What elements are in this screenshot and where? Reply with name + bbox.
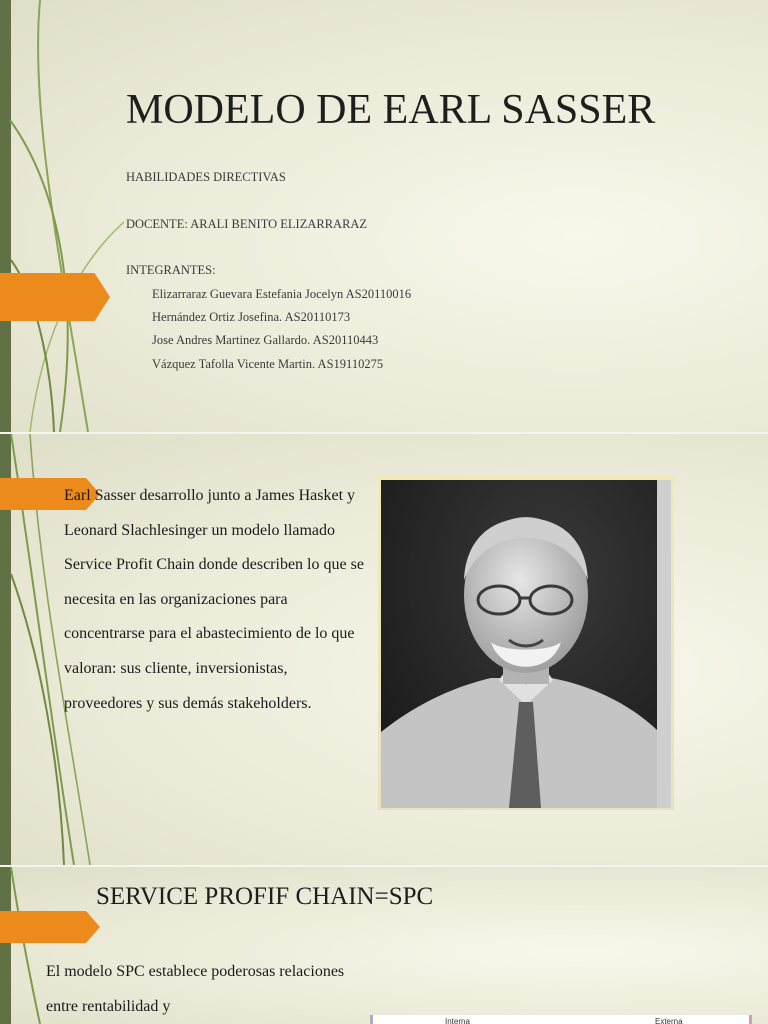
teacher-name: DOCENTE: ARALI BENITO ELIZARRARAZ — [126, 217, 368, 231]
left-green-bar — [0, 0, 11, 432]
slide-spc — [0, 867, 768, 1024]
member-item: Jose Andres Martinez Gallardo. AS20110443 — [152, 333, 379, 347]
member-item: Hernández Ortiz Josefina. AS20110173 — [152, 310, 351, 324]
members-label: INTEGRANTES: — [126, 263, 216, 277]
orange-arrow-marker — [0, 273, 110, 321]
diagram-label-internal: Interna — [445, 1017, 470, 1024]
portrait-photo — [378, 476, 674, 810]
slide-title — [0, 0, 768, 432]
slide-earl-sasser — [0, 434, 768, 865]
spc-diagram — [370, 1015, 752, 1024]
portrait-photo-icon — [381, 480, 671, 808]
member-item: Vázquez Tafolla Vicente Martin. AS19110275 — [152, 357, 384, 371]
sasser-description: Earl Sasser desarrollo junto a James Hasket y Leonard Slachlesinger un modelo llamado Service Profit Chain donde describen lo que se necesita en las organizaciones para concentrarse para el abastecimiento de lo que valoran: sus cliente, inversionistas, proveedores y sus demás stakeholders. — [64, 487, 364, 712]
slide-title-heading: MODELO DE EARL SASSER — [126, 87, 656, 133]
diagram-label-external: Externa — [655, 1017, 683, 1024]
spc-heading: SERVICE PROFIF CHAIN=SPC — [96, 883, 434, 910]
orange-arrow-marker — [0, 911, 100, 943]
spc-description: El modelo SPC establece poderosas relaciones entre rentabilidad y — [46, 963, 345, 1015]
course-name: HABILIDADES DIRECTIVAS — [126, 170, 286, 184]
left-green-bar — [0, 867, 11, 1024]
grass-stems-decoration — [0, 0, 130, 432]
member-item: Elizarraraz Guevara Estefania Jocelyn AS20110016 — [152, 287, 412, 301]
